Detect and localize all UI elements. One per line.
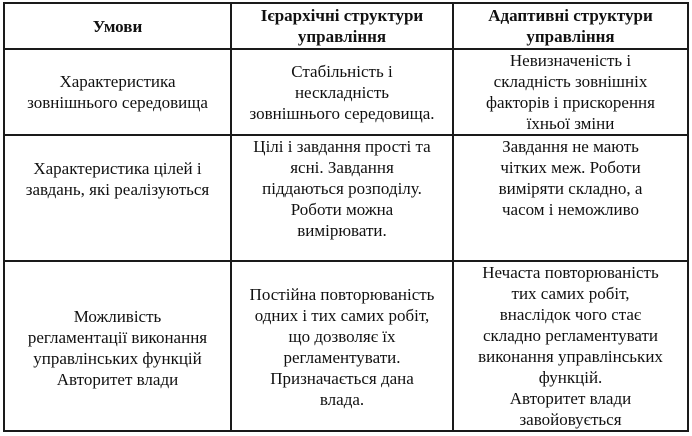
table-row <box>4 135 688 261</box>
comparison-table <box>3 2 689 432</box>
cell-line: ясні. Завдання <box>290 158 394 177</box>
cell-line: складність зовнішніх <box>493 72 648 91</box>
table-row <box>4 261 688 431</box>
cell-adaptive <box>453 49 688 135</box>
cell-line: Можливість <box>73 307 162 326</box>
cell-condition <box>4 261 231 431</box>
cell-line: функцій. <box>538 368 603 387</box>
cell-line: їхньої зміни <box>526 114 615 133</box>
cell-line: зовнішнього середовища. <box>249 103 435 123</box>
cell-line: Стабільність і <box>291 61 393 81</box>
cell-line: влада. <box>319 390 365 409</box>
header-hierarchical: Ієрархічні структури управління <box>231 3 453 49</box>
cell-line: внаслідок чого стає <box>499 305 642 324</box>
cell-hierarchical <box>231 135 453 261</box>
cell-line: завойовується <box>519 410 622 429</box>
cell-line: зовнішнього середовища <box>27 93 208 112</box>
cell-condition <box>4 49 231 135</box>
cell-line: виміряти складно, а <box>498 179 643 198</box>
cell-hierarchical <box>231 261 453 431</box>
cell-line: Роботи можна <box>290 200 394 219</box>
header-adaptive: Адаптивні структури управління <box>453 3 688 49</box>
table-row <box>4 49 688 135</box>
cell-condition <box>4 135 231 261</box>
header-conditions: Умови <box>4 3 231 49</box>
cell-line: Призначається дана <box>270 369 414 388</box>
cell-line: нескладність <box>294 82 390 102</box>
cell-line: вимірювати. <box>297 221 387 240</box>
cell-line: що дозволяє їх <box>288 327 396 346</box>
cell-line: чітких меж. Роботи <box>500 158 641 177</box>
cell-line: виконання управлінських <box>478 347 663 366</box>
cell-line: регламентувати. <box>283 348 401 367</box>
cell-line: одних і тих самих робіт, <box>254 306 430 325</box>
cell-line: регламентації виконання <box>27 328 208 347</box>
cell-line: Невизначеність і <box>509 51 632 70</box>
cell-hierarchical <box>231 49 453 135</box>
cell-line: піддаються розподілу. <box>262 179 422 198</box>
cell-line: Характеристика цілей і <box>33 159 202 178</box>
cell-line: Цілі і завдання прості та <box>253 137 431 156</box>
cell-adaptive <box>453 135 688 261</box>
cell-line: Постійна повторюваність <box>249 285 435 304</box>
cell-line: часом і неможливо <box>501 200 639 219</box>
cell-line: управлінських функцій <box>33 349 202 368</box>
cell-line: Характеристика <box>59 72 176 91</box>
cell-line: тих самих робіт, <box>511 284 630 303</box>
cell-line: Нечаста повторюваність <box>482 263 659 282</box>
table-header-row <box>4 3 688 49</box>
cell-line: Авторитет влади <box>509 389 632 408</box>
cell-line: Завдання не мають <box>502 137 639 156</box>
cell-adaptive <box>453 261 688 431</box>
cell-line: завдань, які реалізуються <box>25 180 210 199</box>
cell-line: Авторитет влади <box>56 370 179 389</box>
cell-line: складно регламентувати <box>482 326 659 345</box>
cell-line: факторів і прискорення <box>486 93 655 112</box>
